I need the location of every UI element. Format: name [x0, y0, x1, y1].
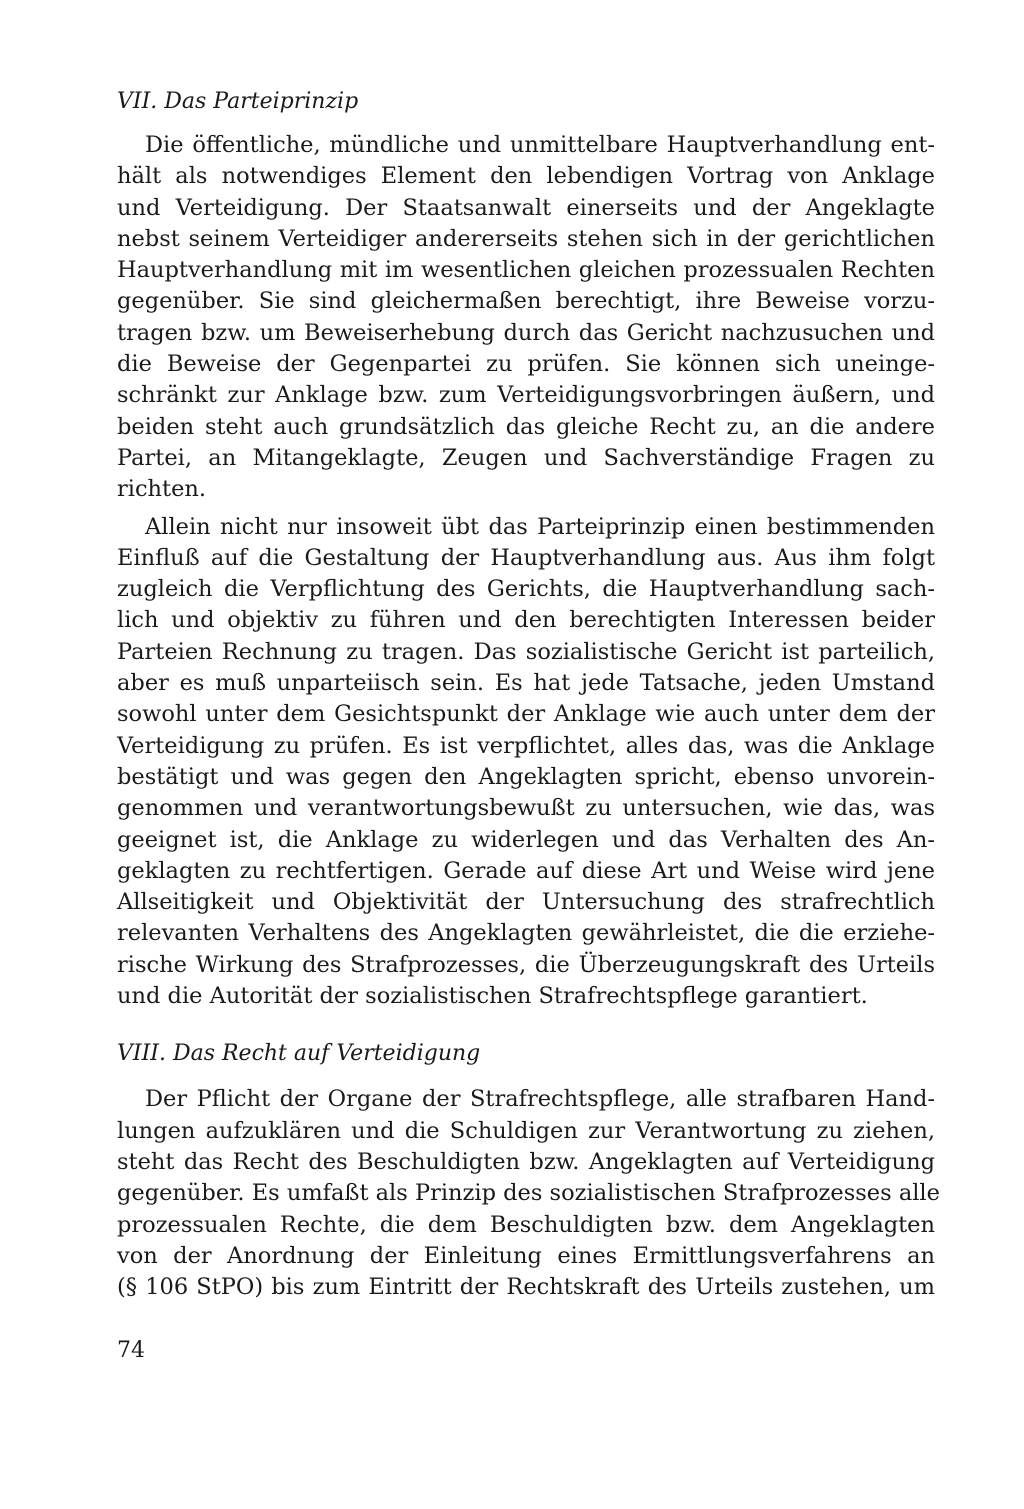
text-line: lich und objektiv zu führen und den berechtigten Interessen beider	[117, 607, 935, 634]
text-line: Allseitigkeit und Objektivität der Untersuchung des strafrechtlich	[117, 889, 935, 916]
text-line: steht das Recht des Beschuldigten bzw. Angeklagten auf Verteidigung	[117, 1148, 935, 1175]
text-line: sowohl unter dem Gesichtspunkt der Anklage wie auch unter dem der	[117, 701, 935, 728]
text-line: relevanten Verhaltens des Angeklagten gewährleistet, die die erziehe-	[117, 920, 935, 947]
page-body	[117, 86, 940, 1303]
text-line: geeignet ist, die Anklage zu widerlegen und das Verhalten des An-	[117, 826, 935, 853]
text-line: tragen bzw. um Beweiserhebung durch das Gericht nachzusuchen und	[117, 319, 935, 346]
text-line: gegenüber. Es umfaßt als Prinzip des sozialistischen Strafprozesses alle	[117, 1180, 940, 1207]
text-line: Der Pflicht der Organe der Strafrechtspflege, alle strafbaren Hand-	[145, 1086, 935, 1113]
text-line: bestätigt und was gegen den Angeklagten spricht, ebenso unvorein-	[117, 763, 935, 790]
paragraph	[117, 130, 935, 506]
text-line: zugleich die Verpflichtung des Gerichts, die Hauptverhandlung sach-	[117, 576, 935, 603]
text-line: von der Anordnung der Einleitung eines Ermittlungsverfahrens an	[117, 1242, 935, 1269]
text-line: schränkt zur Anklage bzw. zum Verteidigungsvorbringen äußern, und	[117, 382, 935, 409]
text-line: Partei, an Mitangeklagte, Zeugen und Sachverständige Fragen zu	[117, 444, 935, 471]
page-number: 74	[117, 1338, 145, 1363]
text-line: aber es muß unparteiisch sein. Es hat jede Tatsache, jeden Umstand	[117, 670, 935, 697]
section-parteiprinzip	[117, 86, 935, 1012]
text-line: nebst seinem Verteidiger andererseits stehen sich in der gerichtlichen	[117, 225, 935, 252]
text-line: Einfluß auf die Gestaltung der Hauptverhandlung aus. Aus ihm folgt	[117, 544, 935, 571]
text-line: rische Wirkung des Strafprozesses, die Überzeugungskraft des Urteils	[117, 951, 935, 978]
text-line: und Verteidigung. Der Staatsanwalt einerseits und der Angeklagte	[117, 194, 935, 221]
text-line: lungen aufzuklären und die Schuldigen zur Verantwortung zu ziehen,	[117, 1117, 935, 1144]
text-line: Verteidigung zu prüfen. Es ist verpflichtet, alles das, was die Anklage	[117, 732, 935, 759]
paragraph	[117, 1084, 940, 1303]
section-recht-auf-verteidigung	[117, 1038, 940, 1303]
text-line: Hauptverhandlung mit im wesentlichen gleichen prozessualen Rechten	[117, 257, 935, 284]
paragraph	[117, 512, 935, 1013]
text-line: genommen und verantwortungsbewußt zu untersuchen, wie das, was	[117, 795, 935, 822]
text-line: hält als notwendiges Element den lebendigen Vortrag von Anklage	[117, 163, 935, 190]
text-line: geklagten zu rechtfertigen. Gerade auf diese Art und Weise wird jene	[117, 857, 935, 884]
text-line: prozessualen Rechte, die dem Beschuldigten bzw. dem Angeklagten	[117, 1211, 935, 1238]
text-line: richten.	[117, 476, 207, 503]
text-line: (§ 106 StPO) bis zum Eintritt der Rechtskraft des Urteils zustehen, um	[117, 1274, 935, 1301]
text-line: gegenüber. Sie sind gleichermaßen berechtigt, ihre Beweise vorzu-	[117, 288, 935, 315]
text-line: die Beweise der Gegenpartei zu prüfen. Sie können sich uneinge-	[117, 351, 935, 378]
text-line: Parteien Rechnung zu tragen. Das sozialistische Gericht ist parteilich,	[117, 638, 935, 665]
section-heading: VIII. Das Recht auf Verteidigung	[117, 1041, 481, 1067]
section-heading: VII. Das Parteiprinzip	[117, 89, 359, 114]
text-line: Allein nicht nur insoweit übt das Parteiprinzip einen bestimmenden	[145, 513, 935, 540]
text-line: Die öffentliche, mündliche und unmittelbare Hauptverhandlung ent-	[145, 132, 935, 158]
text-line: und die Autorität der sozialistischen Strafrechtspflege garantiert.	[117, 983, 868, 1010]
text-line: beiden steht auch grundsätzlich das gleiche Recht zu, an die andere	[117, 413, 935, 440]
